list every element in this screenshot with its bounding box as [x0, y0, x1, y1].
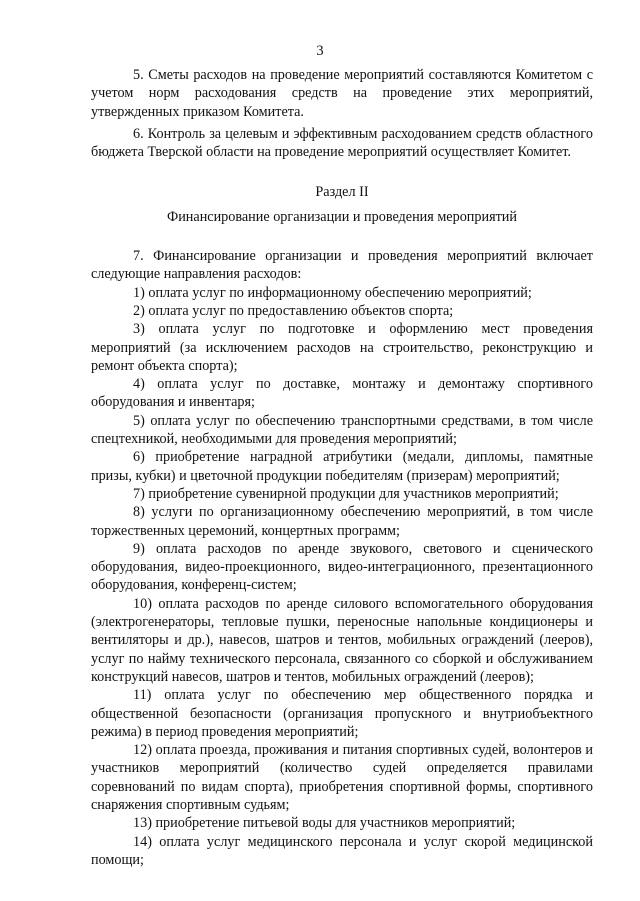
list-item-8: 8) услуги по организационному обеспечению мероприятий, в том числе торжественных церемоний, концертных программ; [91, 504, 593, 539]
page-number: 3 [316, 43, 324, 59]
list-item-12: 12) оплата проезда, проживания и питания спортивных судей, волонтеров и участников мероприятий (количество судей определяется правилами соревнований по видам спорта), приобретения спортивной формы, спортивного снаряжения спортивным судьям; [91, 742, 593, 813]
paragraph-5: 5. Сметы расходов на проведение мероприятий составляются Комитетом с учетом норм расходования средств на проведение этих мероприятий, утвержденных приказом Комитета. [91, 67, 593, 120]
list-item-3: 3) оплата услуг по подготовке и оформлению мест проведения мероприятий (за исключением расходов на строительство, реконструкцию и ремонт объекта спорта); [91, 321, 593, 374]
list-item-6: 6) приобретение наградной атрибутики (медали, дипломы, памятные призы, кубки) и цветочной продукции победителям (призерам) мероприятий; [91, 449, 593, 484]
list-item-9: 9) оплата расходов по аренде звукового, светового и сценического оборудования, видео-проекционного, видео-интеграционного, презентационного оборудования, конференц-систем; [91, 540, 593, 594]
section-title: Финансирование организации и проведения мероприятий [167, 208, 517, 225]
list-item-5: 5) оплата услуг по обеспечению транспортными средствами, в том числе спецтехникой, необходимыми для проведения мероприятий; [91, 412, 593, 448]
list-item-10: 10) оплата расходов по аренде силового вспомогательного оборудования (электрогенераторы, тепловые пушки, переносные напольные кондиционеры и вентиляторы и др.), навесов, шатров и тентов, мобильных ограждений (лееров), услуг по найму технического персонала, связанного со сборкой и обслуживанием конструкций навесов, шатров и тентов, мобильных ограждений (лееров); [91, 595, 593, 685]
list-item-14: 14) оплата услуг медицинского персонала и услуг скорой медицинской помощи; [91, 833, 593, 868]
paragraph-7: 7. Финансирование организации и проведения мероприятий включает следующие направления расходов: [91, 248, 593, 283]
list-item-1: 1) оплата услуг по информационному обеспечению мероприятий; [133, 284, 532, 301]
list-item-4: 4) оплата услуг по доставке, монтажу и демонтажу спортивного оборудования и инвентаря; [91, 376, 593, 411]
list-item-2: 2) оплата услуг по предоставлению объектов спорта; [133, 302, 454, 319]
list-item-7: 7) приобретение сувенирной продукции для участников мероприятий; [133, 485, 559, 502]
document-body [91, 66, 593, 869]
list-item-13: 13) приобретение питьевой воды для участников мероприятий; [133, 815, 516, 832]
list-item-11: 11) оплата услуг по обеспечению мер общественного порядка и общественной безопасности (организация пропускного и внутриобъектного режима) в период проведения мероприятий; [91, 687, 593, 740]
section-label: Раздел II [315, 184, 369, 201]
paragraph-6: 6. Контроль за целевым и эффективным расходованием средств областного бюджета Тверской области на проведение мероприятий осуществляет Комитет. [91, 125, 593, 161]
